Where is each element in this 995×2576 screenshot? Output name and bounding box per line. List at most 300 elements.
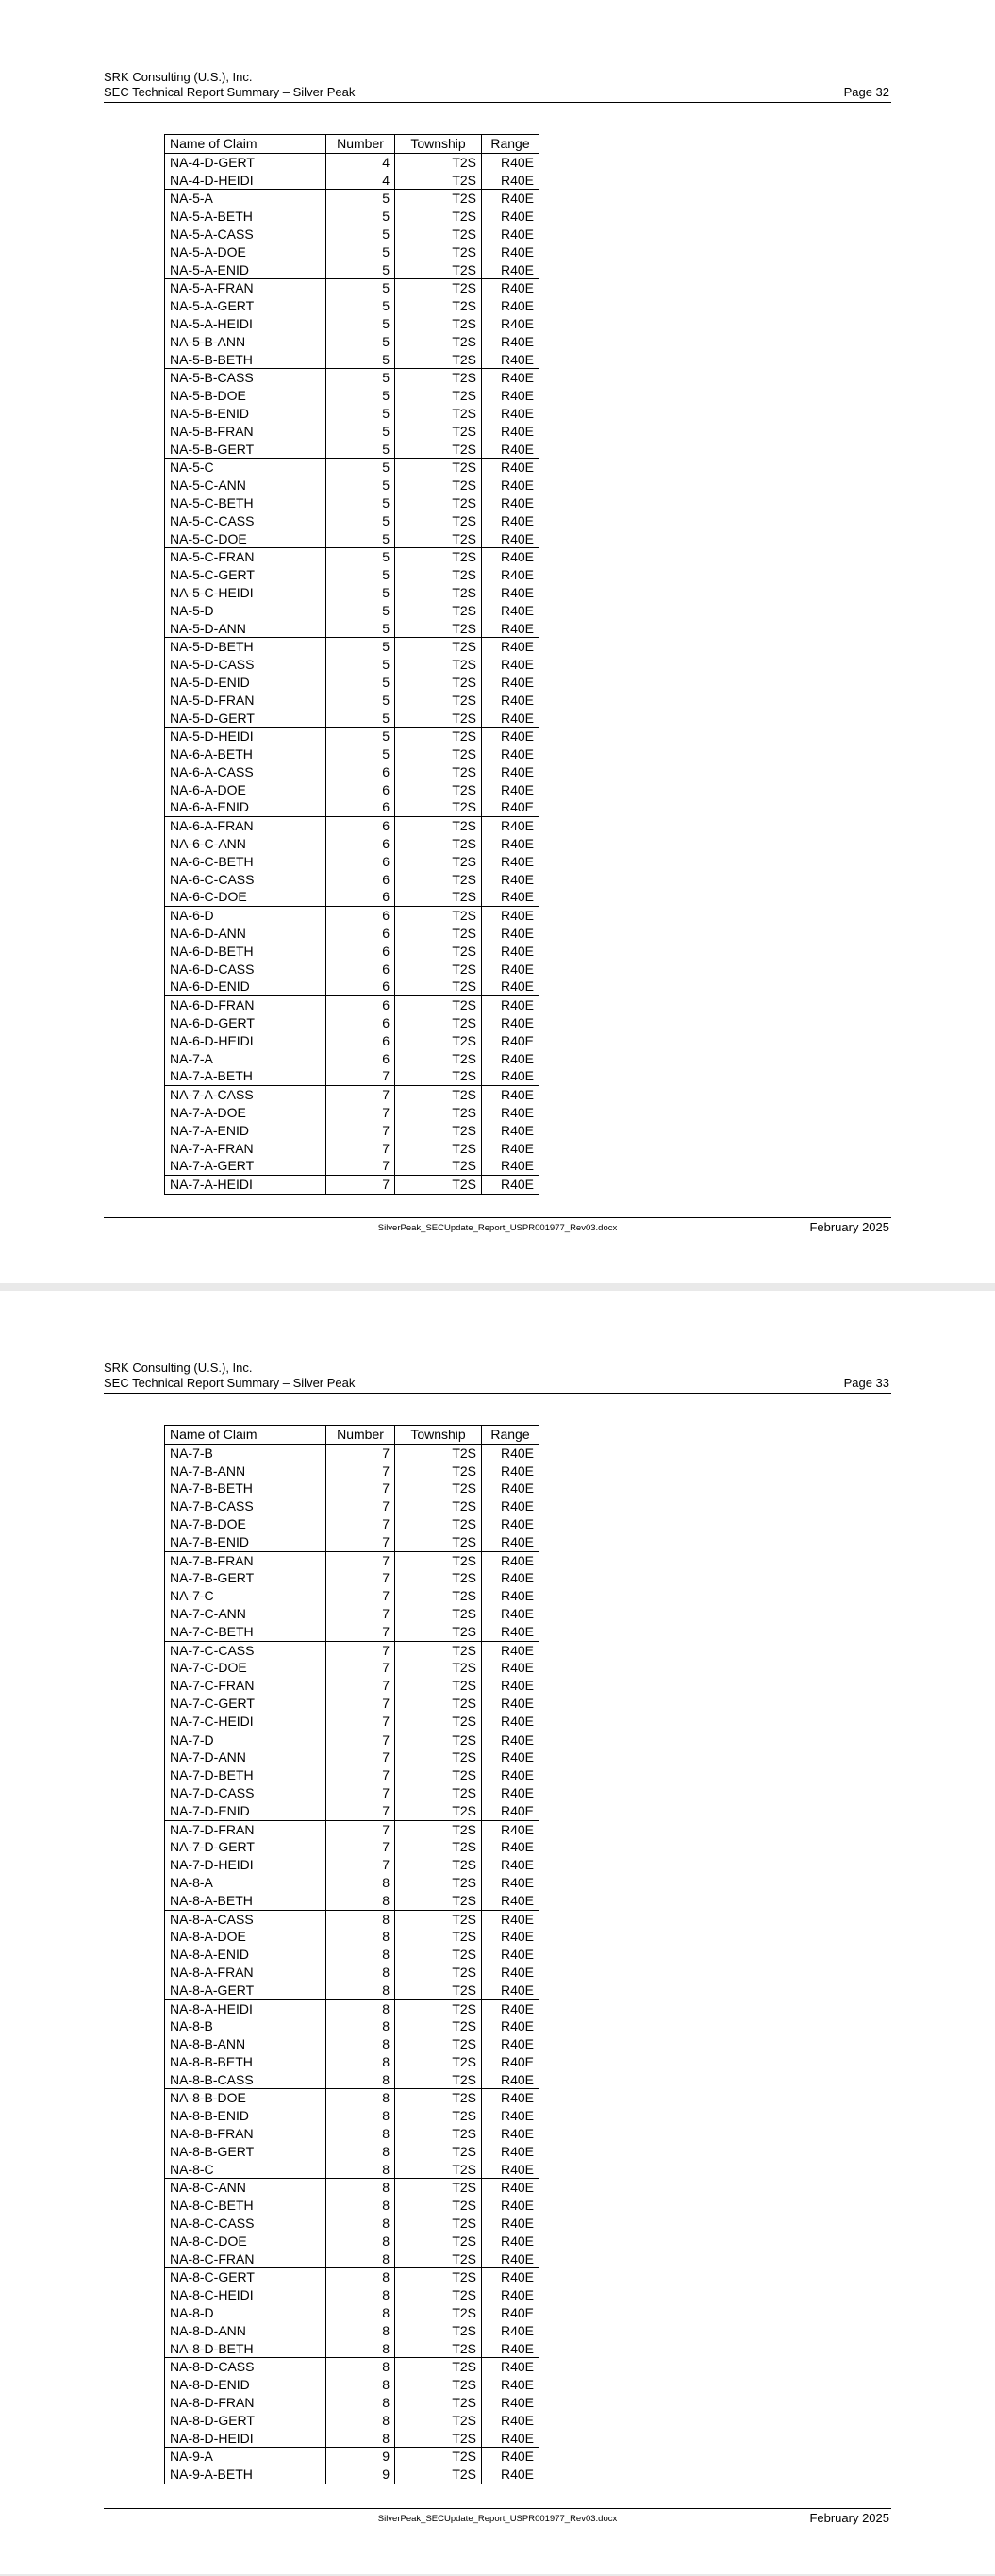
claim-number-cell: 8 bbox=[326, 1928, 395, 1946]
range-cell: R40E bbox=[482, 1748, 539, 1766]
column-header-range: Range bbox=[482, 135, 539, 154]
table-row bbox=[165, 494, 539, 512]
claims-table-body bbox=[165, 1444, 539, 2484]
claim-number-cell: 6 bbox=[326, 1032, 395, 1050]
claim-number-cell: 6 bbox=[326, 763, 395, 781]
page-header bbox=[104, 70, 891, 103]
table-row bbox=[165, 226, 539, 243]
township-cell: T2S bbox=[395, 1784, 482, 1802]
table-row bbox=[165, 1964, 539, 1982]
township-cell: T2S bbox=[395, 2017, 482, 2035]
range-cell: R40E bbox=[482, 297, 539, 315]
claim-name-cell: NA-6-A-CASS bbox=[165, 763, 326, 781]
claim-number-cell: 8 bbox=[326, 2053, 395, 2071]
township-cell: T2S bbox=[395, 2394, 482, 2412]
claim-name-cell: NA-5-B-FRAN bbox=[165, 423, 326, 441]
table-row bbox=[165, 2430, 539, 2448]
claim-number-cell: 8 bbox=[326, 2394, 395, 2412]
claim-name-cell: NA-9-A bbox=[165, 2448, 326, 2466]
township-cell: T2S bbox=[395, 1176, 482, 1195]
claim-number-cell: 8 bbox=[326, 2250, 395, 2268]
claim-name-cell: NA-6-D-CASS bbox=[165, 961, 326, 979]
range-cell: R40E bbox=[482, 763, 539, 781]
claim-name-cell: NA-7-D-ANN bbox=[165, 1748, 326, 1766]
claim-name-cell: NA-5-D-GERT bbox=[165, 710, 326, 728]
township-cell: T2S bbox=[395, 996, 482, 1014]
claim-number-cell: 8 bbox=[326, 1910, 395, 1928]
claim-name-cell: NA-7-B-ENID bbox=[165, 1533, 326, 1551]
table-row bbox=[165, 2107, 539, 2125]
table-row bbox=[165, 817, 539, 835]
table-row bbox=[165, 2376, 539, 2394]
claim-name-cell: NA-6-A-FRAN bbox=[165, 817, 326, 835]
table-row bbox=[165, 243, 539, 261]
range-cell: R40E bbox=[482, 2376, 539, 2394]
township-cell: T2S bbox=[395, 387, 482, 405]
claim-name-cell: NA-4-D-HEIDI bbox=[165, 172, 326, 190]
claim-name-cell: NA-7-B-CASS bbox=[165, 1497, 326, 1515]
range-cell: R40E bbox=[482, 1892, 539, 1910]
range-cell: R40E bbox=[482, 871, 539, 889]
table-row bbox=[165, 153, 539, 171]
claim-number-cell: 6 bbox=[326, 1050, 395, 1068]
table-row bbox=[165, 2322, 539, 2340]
range-cell: R40E bbox=[482, 261, 539, 279]
claim-number-cell: 9 bbox=[326, 2448, 395, 2466]
claim-name-cell: NA-7-B bbox=[165, 1444, 326, 1462]
claim-number-cell: 7 bbox=[326, 1515, 395, 1533]
table-row bbox=[165, 530, 539, 548]
table-row bbox=[165, 602, 539, 620]
table-row bbox=[165, 1892, 539, 1910]
range-cell: R40E bbox=[482, 835, 539, 853]
claim-number-cell: 7 bbox=[326, 1677, 395, 1695]
claim-number-cell: 6 bbox=[326, 871, 395, 889]
claim-name-cell: NA-8-C-ANN bbox=[165, 2179, 326, 2197]
range-cell: R40E bbox=[482, 1605, 539, 1623]
township-cell: T2S bbox=[395, 2448, 482, 2466]
range-cell: R40E bbox=[482, 1802, 539, 1820]
township-cell: T2S bbox=[395, 656, 482, 674]
township-cell: T2S bbox=[395, 1999, 482, 2017]
claim-number-cell: 5 bbox=[326, 369, 395, 387]
claim-name-cell: NA-7-C-BETH bbox=[165, 1623, 326, 1641]
claim-name-cell: NA-6-D-FRAN bbox=[165, 996, 326, 1014]
claim-number-cell: 5 bbox=[326, 620, 395, 638]
claim-name-cell: NA-8-C-CASS bbox=[165, 2215, 326, 2233]
table-row bbox=[165, 1623, 539, 1641]
township-cell: T2S bbox=[395, 2107, 482, 2125]
township-cell: T2S bbox=[395, 441, 482, 459]
claim-name-cell: NA-5-B-DOE bbox=[165, 387, 326, 405]
range-cell: R40E bbox=[482, 530, 539, 548]
table-row bbox=[165, 1659, 539, 1677]
table-row bbox=[165, 1748, 539, 1766]
township-cell: T2S bbox=[395, 548, 482, 566]
range-cell: R40E bbox=[482, 853, 539, 871]
table-row bbox=[165, 2250, 539, 2268]
claim-name-cell: NA-8-A-ENID bbox=[165, 1946, 326, 1964]
claim-number-cell: 5 bbox=[326, 333, 395, 351]
range-cell: R40E bbox=[482, 423, 539, 441]
claim-name-cell: NA-5-A bbox=[165, 190, 326, 208]
claim-name-cell: NA-7-C-CASS bbox=[165, 1641, 326, 1659]
claim-number-cell: 7 bbox=[326, 1551, 395, 1569]
range-cell: R40E bbox=[482, 943, 539, 961]
claim-number-cell: 8 bbox=[326, 2286, 395, 2304]
claims-table bbox=[164, 1425, 539, 2484]
range-cell: R40E bbox=[482, 1820, 539, 1838]
table-row bbox=[165, 1104, 539, 1122]
claim-name-cell: NA-5-D-ENID bbox=[165, 674, 326, 692]
table-row bbox=[165, 1838, 539, 1856]
claim-number-cell: 6 bbox=[326, 996, 395, 1014]
township-cell: T2S bbox=[395, 620, 482, 638]
township-cell: T2S bbox=[395, 961, 482, 979]
range-cell: R40E bbox=[482, 978, 539, 995]
claim-number-cell: 8 bbox=[326, 2340, 395, 2358]
township-cell: T2S bbox=[395, 2376, 482, 2394]
claim-number-cell: 5 bbox=[326, 728, 395, 745]
table-row bbox=[165, 2268, 539, 2286]
table-row bbox=[165, 2125, 539, 2143]
table-row bbox=[165, 925, 539, 943]
table-row bbox=[165, 1497, 539, 1515]
range-cell: R40E bbox=[482, 548, 539, 566]
township-cell: T2S bbox=[395, 1964, 482, 1982]
table-row bbox=[165, 1569, 539, 1587]
range-cell: R40E bbox=[482, 441, 539, 459]
claim-number-cell: 8 bbox=[326, 2215, 395, 2233]
claim-name-cell: NA-5-B-GERT bbox=[165, 441, 326, 459]
range-cell: R40E bbox=[482, 1928, 539, 1946]
claim-name-cell: NA-5-D-FRAN bbox=[165, 692, 326, 710]
township-cell: T2S bbox=[395, 2035, 482, 2053]
claim-name-cell: NA-7-A-ENID bbox=[165, 1122, 326, 1140]
page-header bbox=[104, 1361, 891, 1394]
table-row bbox=[165, 871, 539, 889]
table-row bbox=[165, 1533, 539, 1551]
range-cell: R40E bbox=[482, 2286, 539, 2304]
claim-number-cell: 5 bbox=[326, 351, 395, 369]
table-row bbox=[165, 728, 539, 745]
claim-number-cell: 7 bbox=[326, 1748, 395, 1766]
range-cell: R40E bbox=[482, 1086, 539, 1104]
table-row bbox=[165, 2089, 539, 2107]
table-row bbox=[165, 1014, 539, 1032]
claim-number-cell: 7 bbox=[326, 1157, 395, 1175]
township-cell: T2S bbox=[395, 2430, 482, 2448]
claim-number-cell: 6 bbox=[326, 781, 395, 799]
footer-filename: SilverPeak_SECUpdate_Report_USPR001977_Rev03.docx bbox=[377, 2514, 618, 2524]
claim-number-cell: 7 bbox=[326, 1463, 395, 1480]
claim-number-cell: 8 bbox=[326, 2107, 395, 2125]
table-row bbox=[165, 2197, 539, 2215]
range-cell: R40E bbox=[482, 1122, 539, 1140]
table-row bbox=[165, 961, 539, 979]
range-cell: R40E bbox=[482, 2322, 539, 2340]
range-cell: R40E bbox=[482, 1104, 539, 1122]
column-header-township: Township bbox=[395, 135, 482, 154]
township-cell: T2S bbox=[395, 530, 482, 548]
range-cell: R40E bbox=[482, 387, 539, 405]
township-cell: T2S bbox=[395, 2286, 482, 2304]
range-cell: R40E bbox=[482, 2430, 539, 2448]
claim-number-cell: 5 bbox=[326, 315, 395, 333]
claim-number-cell: 5 bbox=[326, 674, 395, 692]
claim-number-cell: 7 bbox=[326, 1122, 395, 1140]
range-cell: R40E bbox=[482, 1032, 539, 1050]
range-cell: R40E bbox=[482, 1551, 539, 1569]
claim-number-cell: 8 bbox=[326, 2143, 395, 2161]
township-cell: T2S bbox=[395, 1463, 482, 1480]
claim-name-cell: NA-8-D-BETH bbox=[165, 2340, 326, 2358]
claim-name-cell: NA-8-B-GERT bbox=[165, 2143, 326, 2161]
range-cell: R40E bbox=[482, 566, 539, 584]
table-row bbox=[165, 2304, 539, 2322]
claim-number-cell: 7 bbox=[326, 1587, 395, 1605]
township-cell: T2S bbox=[395, 2358, 482, 2376]
township-cell: T2S bbox=[395, 315, 482, 333]
claim-number-cell: 8 bbox=[326, 2035, 395, 2053]
range-cell: R40E bbox=[482, 638, 539, 656]
claim-name-cell: NA-7-A-DOE bbox=[165, 1104, 326, 1122]
range-cell: R40E bbox=[482, 710, 539, 728]
township-cell: T2S bbox=[395, 1605, 482, 1623]
table-row bbox=[165, 1928, 539, 1946]
table-row bbox=[165, 387, 539, 405]
claim-name-cell: NA-5-A-BETH bbox=[165, 208, 326, 226]
township-cell: T2S bbox=[395, 405, 482, 423]
township-cell: T2S bbox=[395, 798, 482, 816]
table-row bbox=[165, 2340, 539, 2358]
township-cell: T2S bbox=[395, 494, 482, 512]
township-cell: T2S bbox=[395, 638, 482, 656]
township-cell: T2S bbox=[395, 566, 482, 584]
table-row bbox=[165, 1856, 539, 1874]
claim-name-cell: NA-6-A-DOE bbox=[165, 781, 326, 799]
claim-name-cell: NA-7-C bbox=[165, 1587, 326, 1605]
township-cell: T2S bbox=[395, 2412, 482, 2430]
range-cell: R40E bbox=[482, 2233, 539, 2250]
table-row bbox=[165, 943, 539, 961]
table-row bbox=[165, 1463, 539, 1480]
claim-number-cell: 8 bbox=[326, 2161, 395, 2179]
claim-name-cell: NA-8-D-FRAN bbox=[165, 2394, 326, 2412]
claim-name-cell: NA-6-D-ENID bbox=[165, 978, 326, 995]
table-row bbox=[165, 279, 539, 297]
claim-name-cell: NA-6-D-HEIDI bbox=[165, 1032, 326, 1050]
claim-name-cell: NA-5-A-DOE bbox=[165, 243, 326, 261]
township-cell: T2S bbox=[395, 279, 482, 297]
claim-number-cell: 8 bbox=[326, 2233, 395, 2250]
table-row bbox=[165, 835, 539, 853]
claim-name-cell: NA-7-C-ANN bbox=[165, 1605, 326, 1623]
range-cell: R40E bbox=[482, 2035, 539, 2053]
range-cell: R40E bbox=[482, 369, 539, 387]
township-cell: T2S bbox=[395, 1659, 482, 1677]
table-row bbox=[165, 315, 539, 333]
township-cell: T2S bbox=[395, 1533, 482, 1551]
claim-number-cell: 6 bbox=[326, 817, 395, 835]
claim-number-cell: 5 bbox=[326, 584, 395, 602]
claims-table bbox=[164, 134, 539, 1195]
claim-number-cell: 8 bbox=[326, 2304, 395, 2322]
claim-name-cell: NA-5-D bbox=[165, 602, 326, 620]
range-cell: R40E bbox=[482, 2107, 539, 2125]
claim-name-cell: NA-5-C-HEIDI bbox=[165, 584, 326, 602]
range-cell: R40E bbox=[482, 2340, 539, 2358]
claim-name-cell: NA-7-B-GERT bbox=[165, 1569, 326, 1587]
township-cell: T2S bbox=[395, 2053, 482, 2071]
claim-number-cell: 7 bbox=[326, 1533, 395, 1551]
range-cell: R40E bbox=[482, 2071, 539, 2089]
township-cell: T2S bbox=[395, 2197, 482, 2215]
table-row bbox=[165, 2394, 539, 2412]
range-cell: R40E bbox=[482, 2304, 539, 2322]
township-cell: T2S bbox=[395, 674, 482, 692]
table-row bbox=[165, 1982, 539, 1999]
township-cell: T2S bbox=[395, 1067, 482, 1085]
claim-name-cell: NA-5-B-ENID bbox=[165, 405, 326, 423]
claim-number-cell: 8 bbox=[326, 1999, 395, 2017]
table-row bbox=[165, 1444, 539, 1462]
range-cell: R40E bbox=[482, 2125, 539, 2143]
range-cell: R40E bbox=[482, 1014, 539, 1032]
range-cell: R40E bbox=[482, 2358, 539, 2376]
range-cell: R40E bbox=[482, 620, 539, 638]
claim-name-cell: NA-8-B-ENID bbox=[165, 2107, 326, 2125]
range-cell: R40E bbox=[482, 2143, 539, 2161]
table-row bbox=[165, 208, 539, 226]
claim-name-cell: NA-6-D-ANN bbox=[165, 925, 326, 943]
township-cell: T2S bbox=[395, 2233, 482, 2250]
township-cell: T2S bbox=[395, 351, 482, 369]
claim-number-cell: 7 bbox=[326, 1569, 395, 1587]
range-cell: R40E bbox=[482, 2179, 539, 2197]
township-cell: T2S bbox=[395, 1569, 482, 1587]
claim-number-cell: 8 bbox=[326, 2125, 395, 2143]
township-cell: T2S bbox=[395, 1480, 482, 1497]
claim-number-cell: 7 bbox=[326, 1695, 395, 1713]
range-cell: R40E bbox=[482, 888, 539, 906]
claim-number-cell: 6 bbox=[326, 1014, 395, 1032]
claim-number-cell: 5 bbox=[326, 190, 395, 208]
claim-name-cell: NA-7-D-ENID bbox=[165, 1802, 326, 1820]
claim-number-cell: 8 bbox=[326, 2412, 395, 2430]
range-cell: R40E bbox=[482, 2053, 539, 2071]
header-company: SRK Consulting (U.S.), Inc. bbox=[104, 70, 253, 84]
table-row bbox=[165, 1605, 539, 1623]
claim-name-cell: NA-7-D-BETH bbox=[165, 1766, 326, 1784]
range-cell: R40E bbox=[482, 2268, 539, 2286]
range-cell: R40E bbox=[482, 2089, 539, 2107]
range-cell: R40E bbox=[482, 1497, 539, 1515]
township-cell: T2S bbox=[395, 907, 482, 925]
page-number: Page 32 bbox=[843, 85, 889, 99]
claim-name-cell: NA-5-C-GERT bbox=[165, 566, 326, 584]
township-cell: T2S bbox=[395, 459, 482, 477]
range-cell: R40E bbox=[482, 315, 539, 333]
table-row bbox=[165, 2466, 539, 2484]
table-header-row bbox=[165, 1426, 539, 1445]
range-cell: R40E bbox=[482, 1157, 539, 1175]
claim-name-cell: NA-8-A-GERT bbox=[165, 1982, 326, 1999]
column-header-number: Number bbox=[326, 1426, 395, 1445]
township-cell: T2S bbox=[395, 2322, 482, 2340]
township-cell: T2S bbox=[395, 1140, 482, 1158]
claim-name-cell: NA-7-D-HEIDI bbox=[165, 1856, 326, 1874]
table-row bbox=[165, 620, 539, 638]
township-cell: T2S bbox=[395, 243, 482, 261]
township-cell: T2S bbox=[395, 1444, 482, 1462]
township-cell: T2S bbox=[395, 2161, 482, 2179]
table-row bbox=[165, 1086, 539, 1104]
claim-number-cell: 5 bbox=[326, 261, 395, 279]
range-cell: R40E bbox=[482, 602, 539, 620]
claim-number-cell: 8 bbox=[326, 1946, 395, 1964]
table-row bbox=[165, 692, 539, 710]
range-cell: R40E bbox=[482, 656, 539, 674]
claim-number-cell: 8 bbox=[326, 2376, 395, 2394]
range-cell: R40E bbox=[482, 781, 539, 799]
township-cell: T2S bbox=[395, 925, 482, 943]
claim-name-cell: NA-8-C-FRAN bbox=[165, 2250, 326, 2268]
table-row bbox=[165, 172, 539, 190]
township-cell: T2S bbox=[395, 1086, 482, 1104]
claim-name-cell: NA-8-D-CASS bbox=[165, 2358, 326, 2376]
claim-number-cell: 6 bbox=[326, 978, 395, 995]
township-cell: T2S bbox=[395, 2071, 482, 2089]
range-cell: R40E bbox=[482, 1463, 539, 1480]
claim-number-cell: 8 bbox=[326, 2179, 395, 2197]
table-row bbox=[165, 853, 539, 871]
claim-name-cell: NA-8-B-ANN bbox=[165, 2035, 326, 2053]
township-cell: T2S bbox=[395, 1157, 482, 1175]
township-cell: T2S bbox=[395, 1014, 482, 1032]
claim-number-cell: 7 bbox=[326, 1802, 395, 1820]
claim-number-cell: 7 bbox=[326, 1713, 395, 1731]
township-cell: T2S bbox=[395, 2250, 482, 2268]
township-cell: T2S bbox=[395, 2268, 482, 2286]
table-row bbox=[165, 1032, 539, 1050]
township-cell: T2S bbox=[395, 710, 482, 728]
footer-date: February 2025 bbox=[809, 2511, 889, 2525]
claim-name-cell: NA-8-C bbox=[165, 2161, 326, 2179]
claim-name-cell: NA-5-A-GERT bbox=[165, 297, 326, 315]
township-cell: T2S bbox=[395, 728, 482, 745]
range-cell: R40E bbox=[482, 2394, 539, 2412]
township-cell: T2S bbox=[395, 1820, 482, 1838]
table-row bbox=[165, 1713, 539, 1731]
table-row bbox=[165, 1695, 539, 1713]
township-cell: T2S bbox=[395, 1748, 482, 1766]
claim-number-cell: 8 bbox=[326, 2322, 395, 2340]
claim-number-cell: 7 bbox=[326, 1659, 395, 1677]
township-cell: T2S bbox=[395, 817, 482, 835]
range-cell: R40E bbox=[482, 907, 539, 925]
township-cell: T2S bbox=[395, 1641, 482, 1659]
document-page bbox=[0, 1291, 995, 2574]
township-cell: T2S bbox=[395, 1892, 482, 1910]
table-row bbox=[165, 781, 539, 799]
claim-name-cell: NA-5-A-HEIDI bbox=[165, 315, 326, 333]
claim-name-cell: NA-8-B bbox=[165, 2017, 326, 2035]
column-header-name-of-claim: Name of Claim bbox=[165, 135, 326, 154]
claim-name-cell: NA-5-C-FRAN bbox=[165, 548, 326, 566]
claim-name-cell: NA-7-D-FRAN bbox=[165, 1820, 326, 1838]
claim-number-cell: 5 bbox=[326, 387, 395, 405]
